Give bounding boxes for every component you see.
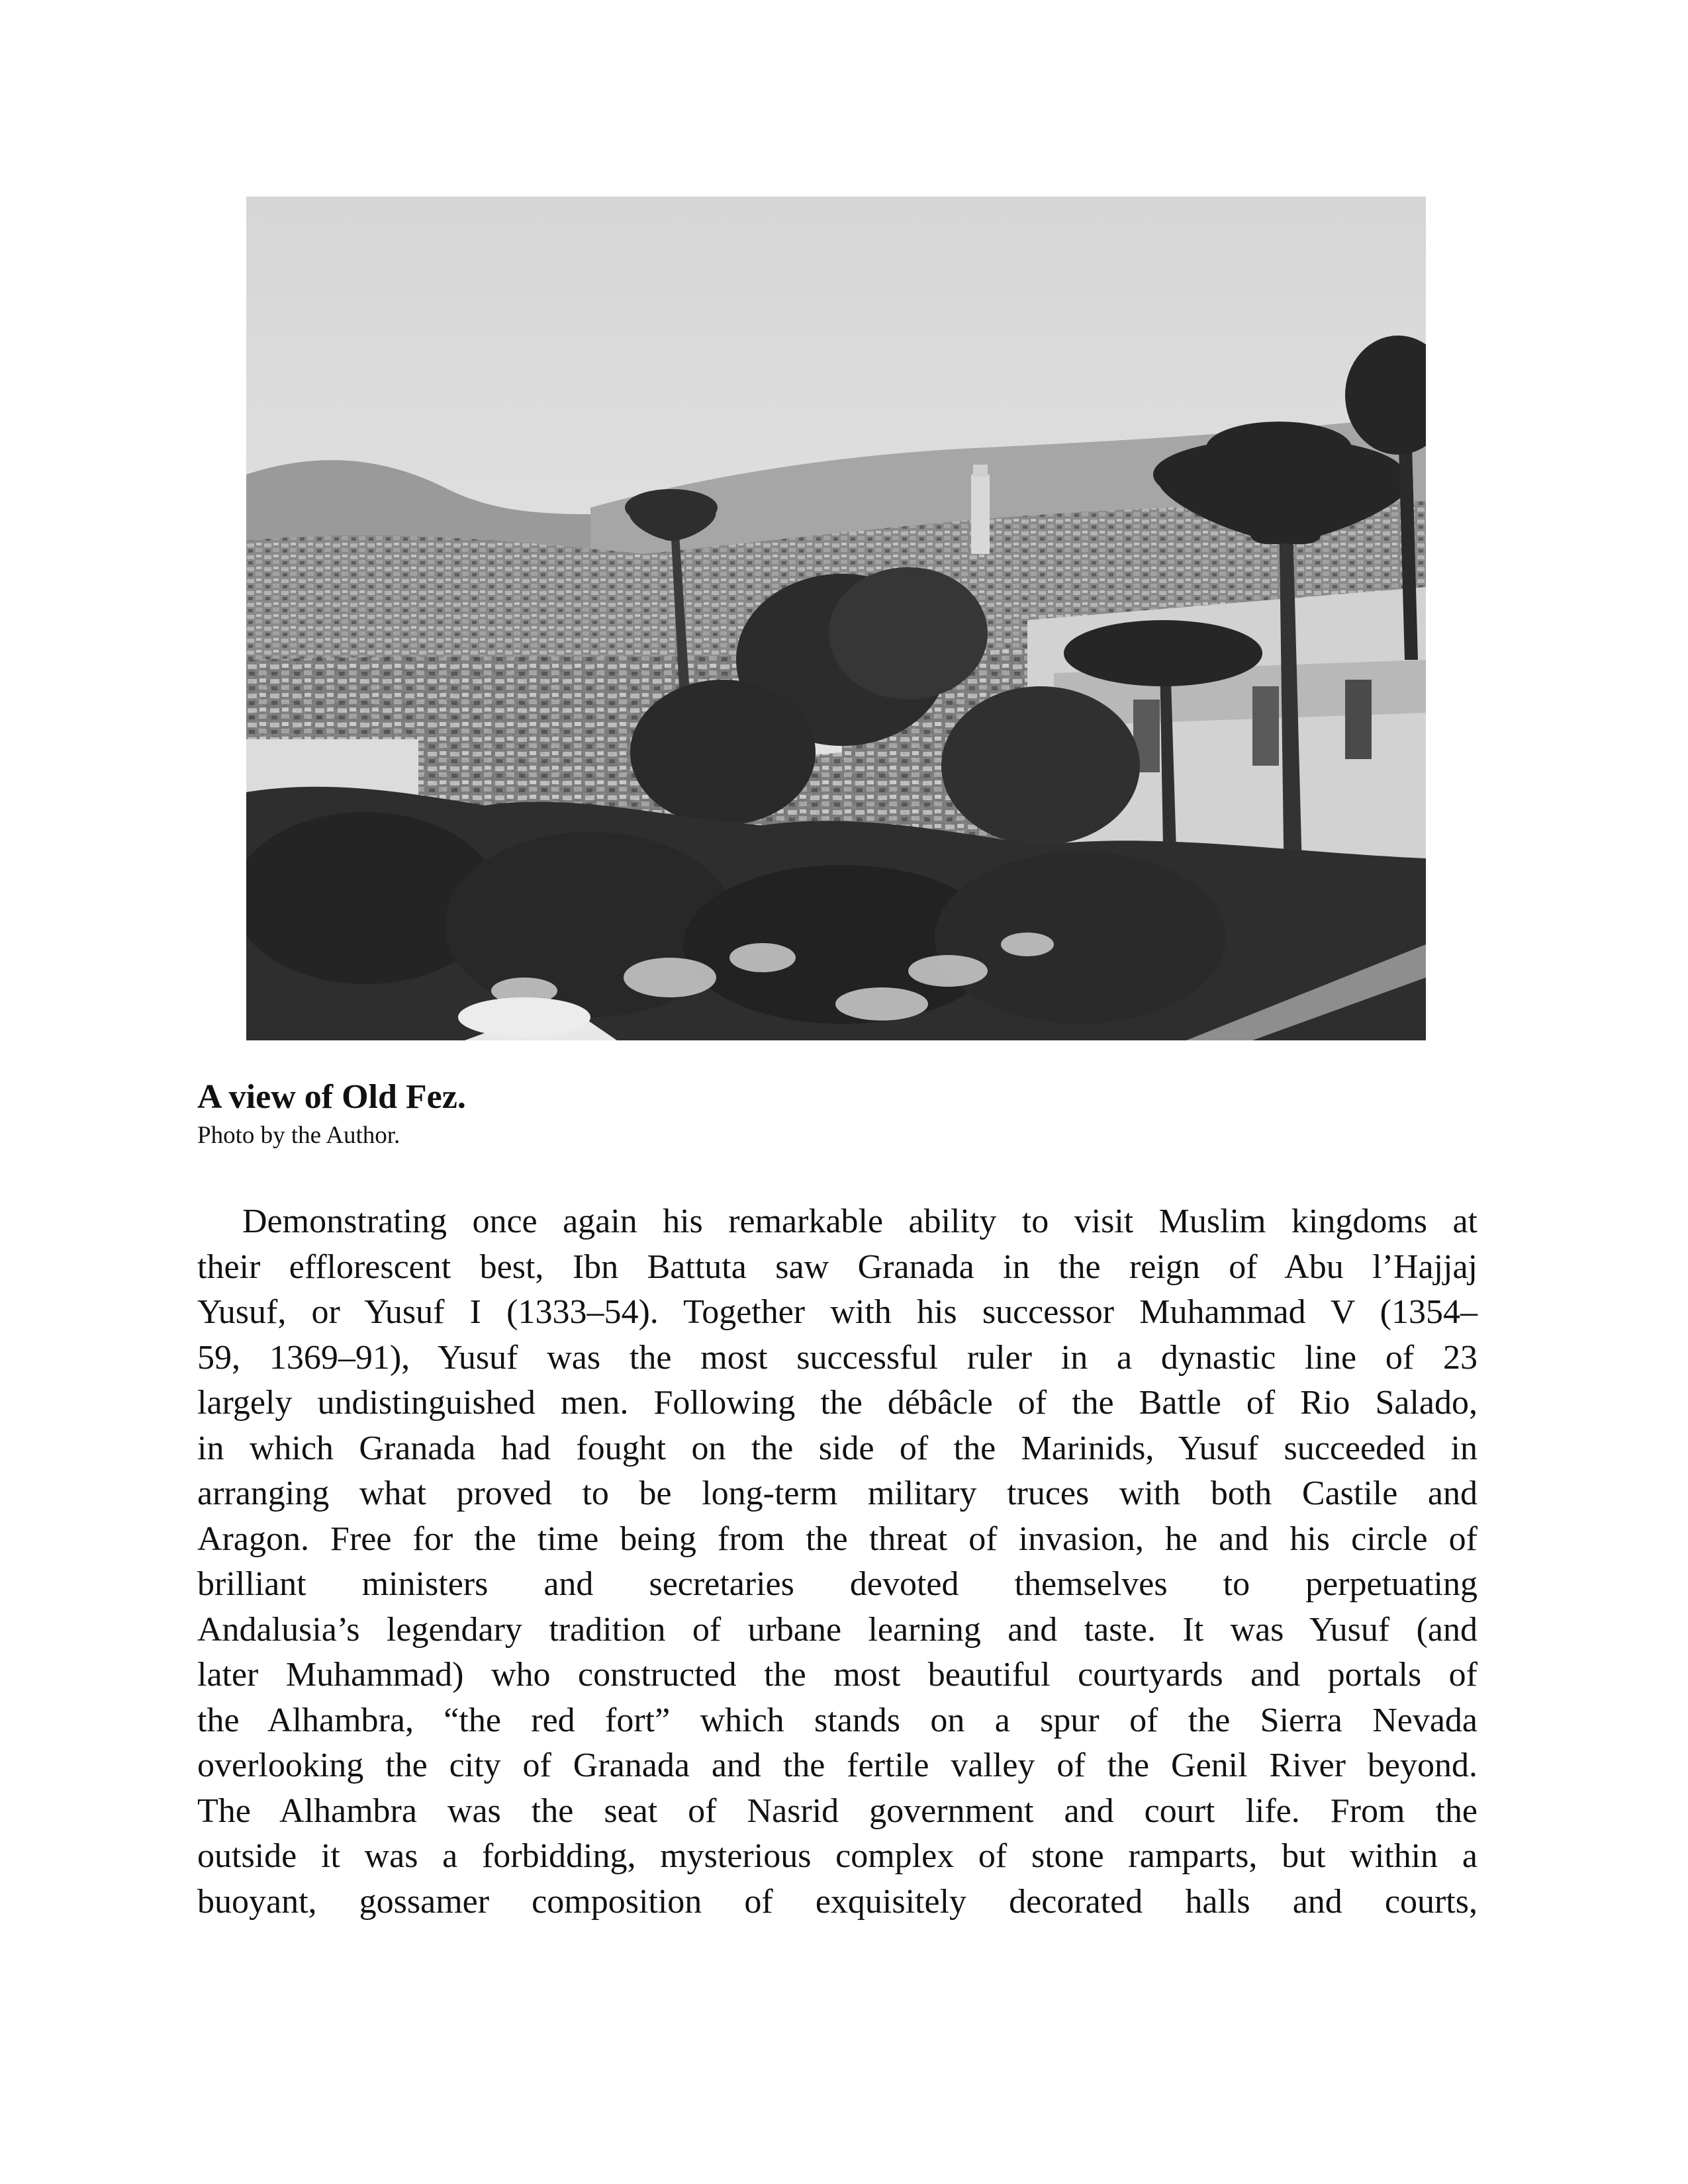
body-paragraph: [197, 1199, 1477, 1925]
paragraph-line: in which Granada had fought on the side of the Marinids, Yusuf succeeded in: [197, 1429, 1477, 1467]
paragraph-line: their efflorescent best, Ibn Battuta saw Granada in the reign of Abu l’Hajjaj: [197, 1248, 1477, 1286]
paragraph-line: brilliant ministers and secretaries devoted themselves to perpetuating: [197, 1565, 1477, 1603]
paragraph-line: Andalusia’s legendary tradition of urbane learning and taste. It was Yusuf (and: [197, 1610, 1477, 1649]
paragraph-line: largely undistinguished men. Following the débâcle of the Battle of Rio Salado,: [197, 1384, 1477, 1422]
paragraph-line: later Muhammad) who constructed the most beautiful courtyards and portals of: [197, 1656, 1477, 1694]
paragraph-line: Yusuf, or Yusuf I (1333–54). Together with his successor Muhammad V (1354–: [197, 1293, 1477, 1331]
paragraph-line: overlooking the city of Granada and the fertile valley of the Genil River beyond.: [197, 1747, 1477, 1784]
paragraph-line: The Alhambra was the seat of Nasrid government and court life. From the: [197, 1792, 1477, 1830]
figure-caption-credit: Photo by the Author.: [197, 1122, 400, 1149]
paragraph-line: buoyant, gossamer composition of exquisitely decorated halls and courts,: [197, 1882, 1477, 1921]
paragraph-line: Aragon. Free for the time being from the threat of invasion, he and his circle of: [197, 1520, 1477, 1558]
paragraph-line: 59, 1369–91), Yusuf was the most successful ruler in a dynastic line of 23: [197, 1338, 1477, 1377]
paragraph-line: outside it was a forbidding, mysterious complex of stone ramparts, but within a: [197, 1837, 1477, 1875]
figure-caption-title: A view of Old Fez.: [197, 1078, 466, 1116]
paragraph-line: the Alhambra, “the red fort” which stands on a spur of the Sierra Nevada: [197, 1701, 1477, 1739]
paragraph-line: Demonstrating once again his remarkable ability to visit Muslim kingdoms at: [242, 1203, 1477, 1240]
old-fez-photo: [246, 197, 1426, 1040]
paragraph-line: arranging what proved to be long-term military truces with both Castile and: [197, 1475, 1477, 1512]
